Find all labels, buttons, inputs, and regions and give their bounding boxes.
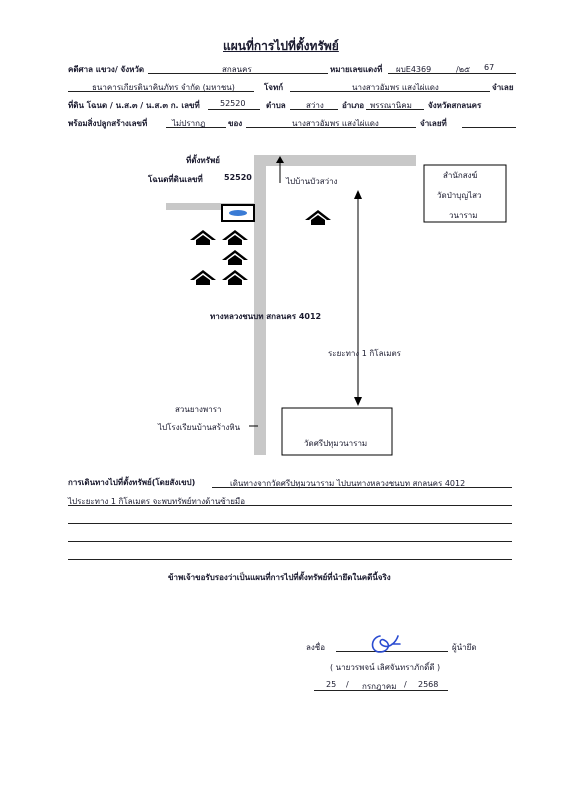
case-year: 67 bbox=[484, 63, 495, 72]
certify-text: ข้าพเจ้าขอรับรองว่าเป็นแผนที่การไปที่ตั้งทรัพย์ที่นำยึดในคดีนี้จริง bbox=[168, 573, 391, 582]
distance-label: ระยะทาง 1 กิโลเมตร bbox=[328, 349, 401, 358]
building-value: ไม่ปรากฏ bbox=[172, 119, 206, 128]
deed-label: โฉนดที่ดินเลขที่ bbox=[148, 175, 203, 184]
house-icon bbox=[222, 270, 248, 285]
distance-arrowhead-top bbox=[354, 190, 362, 199]
school-label: ไปโรงเรียนบ้านสร้างหิน bbox=[158, 423, 241, 432]
land-label: ที่ดิน โฉนด / น.ส.๓ / น.ส.๓ ก. เลขที่ bbox=[68, 101, 200, 110]
directions-line2: ไประยะทาง 1 กิโลเมตร จะพบทรัพย์ทางด้านซ้ายมือ bbox=[68, 497, 245, 506]
house-icon bbox=[222, 230, 248, 245]
amphoe-value: พรรณานิคม bbox=[370, 101, 412, 110]
province-value: จังหวัดสกลนคร bbox=[428, 101, 482, 110]
highway-road bbox=[254, 155, 266, 455]
date-sep-1: / bbox=[346, 680, 349, 689]
deed-no: 52520 bbox=[224, 173, 252, 182]
house-icon bbox=[190, 270, 216, 285]
date-day: 25 bbox=[326, 680, 337, 689]
property-label: ที่ตั้งทรัพย์ bbox=[186, 156, 220, 165]
case-no-label: หมายเลขแดงที่ bbox=[330, 65, 383, 74]
sign-label: ลงชื่อ bbox=[306, 643, 326, 652]
owner-label: ของ bbox=[228, 119, 243, 128]
date-year: 2568 bbox=[418, 680, 439, 689]
highway-label: ทางหลวงชนบท สกลนคร 4012 bbox=[210, 312, 322, 321]
court-value: สกลนคร bbox=[222, 65, 252, 74]
directions-underline-4 bbox=[68, 541, 512, 542]
house-icon bbox=[305, 210, 331, 225]
defendant-label: จำเลย bbox=[492, 83, 514, 92]
case-sep: /๒๕ bbox=[456, 65, 471, 74]
defendant-no-label: จำเลยที่ bbox=[420, 119, 447, 128]
page-title: แผนที่การไปที่ตั้งทรัพย์ bbox=[223, 39, 339, 53]
temple-ne-line1: สำนักสงฆ์ bbox=[443, 171, 478, 180]
rubber-label: สวนยางพารา bbox=[175, 405, 222, 414]
village-label: ไปบ้านบัวสว่าง bbox=[286, 177, 338, 186]
plaintiff-label: โจทก์ bbox=[264, 83, 284, 92]
signature-mark bbox=[366, 630, 406, 656]
directions-underline-5 bbox=[68, 559, 512, 560]
signer-name: ( นายวรพจน์ เลิศจันทราภักดิ์ดี ) bbox=[330, 663, 441, 672]
directions-underline-3 bbox=[68, 523, 512, 524]
land-no: 52520 bbox=[220, 99, 246, 108]
house-icon bbox=[190, 230, 216, 245]
directions-label: การเดินทางไปที่ตั้งทรัพย์(โดยสังเขป) bbox=[68, 478, 196, 487]
owner-value: นางสาวอัมพร แสงไผ่แดง bbox=[292, 119, 379, 128]
tambon-value: สว่าง bbox=[306, 101, 324, 110]
village-road bbox=[266, 155, 416, 166]
temple-ne-line2: วัดป่าบุญไสว bbox=[437, 191, 482, 200]
date-sep-2: / bbox=[404, 680, 407, 689]
house-icon bbox=[222, 250, 248, 265]
temple-s-label: วัดศรีปทุมวนาราม bbox=[304, 439, 368, 448]
amphoe-label: อำเภอ bbox=[342, 101, 365, 110]
plaintiff-value: ธนาคารเกียรตินาคินภัทร จำกัด (มหาชน) bbox=[92, 83, 235, 92]
distance-arrowhead-bottom bbox=[354, 397, 362, 406]
role-label: ผู้นำยึด bbox=[452, 643, 477, 652]
property-marker bbox=[229, 210, 247, 216]
case-label: คดีศาล แขวง/ จังหวัด bbox=[68, 65, 145, 74]
directions-line1: เดินทางจากวัดศรีปทุมวนาราม ไปบนทางหลวงชนบท สกลนคร 4012 bbox=[230, 479, 466, 488]
defendant-value: นางสาวอัมพร แสงไผ่แดง bbox=[352, 83, 439, 92]
case-no-value: ผบE4369 bbox=[396, 65, 432, 74]
date-month: กรกฎาคม bbox=[362, 682, 397, 691]
temple-ne-line3: วนาราม bbox=[449, 211, 478, 220]
building-label: พร้อมสิ่งปลูกสร้างเลขที่ bbox=[68, 119, 148, 128]
tambon-label: ตำบล bbox=[266, 101, 286, 110]
